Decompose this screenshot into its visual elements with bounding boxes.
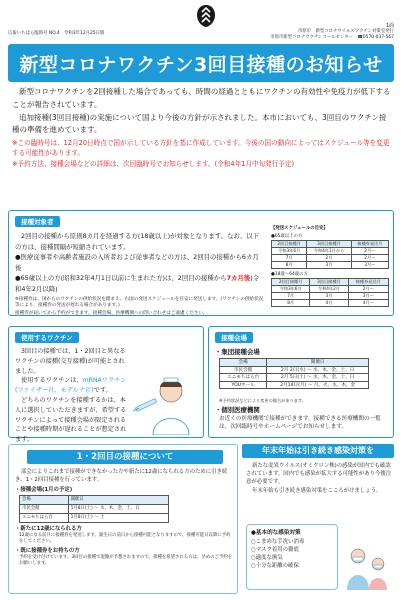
schedule-table-65plus: 2回目接種月 3回目接種月 接種券発送月 令和3年6月 令和4年1月から 2月～ 7月 2月 2月～ 8月 3月 3月～ <box>271 240 389 269</box>
page-number: 1面 <box>385 23 394 29</box>
venue-note: ※予約状況などにより変更の場合があります。 <box>219 398 306 403</box>
section-title: 1・2回目の接種について <box>27 450 223 464</box>
list-item: ○適度な換気 <box>251 555 283 561</box>
list-item: ○十分な距離の確保 <box>251 563 299 569</box>
vaccine-text: 3回目の接種では、1・2回目と異なるワクチンの接種(交互接種)が可能とされました。 使用するワクチンは、mRNAワクチン(ファイザー社、モデルナ社)です。 どちらのワクチンを接種するかは、本人に選択していただきますが、希望するワクチンによって接種会場が限定されることや接種時期が遅れることが想定されます。 <box>15 348 127 444</box>
section-tag: 接種会場 <box>215 332 253 343</box>
table-row: 8月 4月 4月～ <box>272 300 389 307</box>
venue-section <box>208 326 394 438</box>
table-row: YOUホール 2月14日(月) ～ 月、火、水、木、金 <box>220 381 369 389</box>
section-title: 年末年始は引き続き感染対策を <box>242 444 394 458</box>
family-illustration-icon <box>342 540 392 590</box>
list-item: ○マスク着用の徹底 <box>251 547 299 553</box>
table-row: 7月 2月 2月～ <box>272 255 389 262</box>
venue-table: 会場 開催日 市民会館 2月 2日(水) ～ 水、木、金、土、日 ユニモちはら台 2月 5日(土) ～ 水、木、金、土、日 YOUホール 2月14日(月) ～ 月、火、水、木、金 <box>219 358 369 389</box>
list-item: ○こまめな手洗い消毒 <box>251 539 305 545</box>
clinic-text: お近くの医療機関で接種ができます。接種できる医療機関の一覧は、次回臨時号やホームページでお知らせします。 <box>219 416 381 430</box>
page-header <box>6 2 396 42</box>
table-row: 市民会館 2月 2日(水) ～ 水、木、金、土、日 <box>220 366 369 374</box>
year-end-section <box>242 444 394 594</box>
group-venue-heading: ・集団接種会場 <box>215 348 260 356</box>
table-row: 市民会館 1月8日(土) ～ 水、木、金、土、日 <box>20 505 169 514</box>
page-title: 新型コロナワクチン3回目接種のお知らせ <box>19 53 383 76</box>
year-end-text: 新たな変異ウイルス(オミクロン株)の感染が国内でも確認されています。国内でも感染が拡大する可能性があり今後注意が必要です。 年末年始も引き続き感染対策をこころがけましょう。 <box>246 463 392 494</box>
page-title-banner <box>8 44 394 82</box>
dose-text: 部会によりこれまで接種ができなかった方や新たに12歳になられる方のために引き続き、1・2回目接種を行っています。 ・接種会場(1月の予定) 会場 開催日 市民会館 1月8日(土) ～ 水、木、金、土、日 ユニモちはら台 1月8日(土) ～ 土 ・新たに12歳になられる方 12歳になる前月に接種券を発送します。誕生日の前日から接種可能となりますので、接種可能日以降に予約をしてください。 ・既に接種券をお持ちの方 予約を受け付けています。3回目の接種で混雑が予想されますので、接種を希望される方は、早めのご予約をお願いします。 <box>15 469 233 566</box>
section-tag: 使用するワクチン <box>15 332 79 343</box>
table-row: 令和3年6月 令和4年1月から 2月～ <box>272 248 389 255</box>
clinic-heading: ・個別医療機関 <box>215 406 260 414</box>
intro-notes: ※この臨時号は、12月20日時点で国が示している方針を基に作成しています。今後の国の動向によってはスケジュール等を変更する可能性があります。 ※予約方法、接種会場などの詳細は、次回臨時号でお知らせします。(令和4年1月中旬発行予定) <box>12 139 390 168</box>
table-row: 8月 3月 3月～ <box>272 262 389 269</box>
vaccine-section <box>8 326 204 444</box>
intro-paragraph: 追加接種(3回目接種)の実施について国より今後の方針が示されました。本市においても、3回目のワクチン接種の準備を進めています。 <box>12 112 387 135</box>
intro-paragraph: 新型コロナワクチンを2回接種した場合であっても、時間の経過とともにワクチンの有効性や免疫力が低下することが報告されています。 <box>12 87 391 109</box>
mailing-schedule: 【発送スケジュールの目安】 ●65歳以上の方 2回目接種月 3回目接種月 接種券発送月 令和3年6月 令和4年1月から 2月～ 7月 2月 2月～ 8月 3月 3月～ ●18歳～64歳の方 2回目接種月 3回目接種月 接種券発送月 令和3年6月 令和4年2月 2月～ 7月 3月 3月～ 8月 4月 4月～ <box>271 225 389 307</box>
bulletin-issue: 広報いちはら臨時号 NO.4 令和3年12月25日版 <box>8 31 105 36</box>
basic-measures-box: ●基本的な感染対策 ○こまめな手洗い消毒 ○マスク着用の徹底 ○適度な換気 ○十分な距離の確保 <box>246 524 338 590</box>
first-second-dose-section <box>8 444 238 594</box>
intro-section <box>12 86 392 169</box>
eligible-section <box>8 210 394 316</box>
table-row: ユニモちはら台 2月 5日(土) ～ 水、木、金、土、日 <box>220 374 369 382</box>
table-row: ユニモちはら台 1月8日(土) ～ 土 <box>20 514 169 523</box>
issuer-info: 市原市 新型コロナウイルスワクチン対策室発行 市原市新型コロナワクチンコールセンター ☎0570-037-567 <box>270 29 394 40</box>
eligible-text: 2回目の接種から原則8カ月を経過する方(18歳以上)が対象となります。なお、以下の方は、接種間隔が短縮されています。 ●医療従事者や高齢者施設の入所者および従事者などの方は、2回目の接種から6カ月後 ●65歳以上の方(昭和32年4月1日以前に生まれた方)は、2回目の接種から7カ月後(令和4年2月以降) ※接種券は、国からのワクチンの供給状況を踏まえ、右図の発送スケジュールを目安に発送します。(ワクチンの供給状況等により、接種券の発送が遅れる場合があります。) 接種券が届いてから予約ができます。接種会場、医療機関への問い合わせはご遠慮ください。 <box>15 232 264 317</box>
nurse-illustration-icon <box>131 373 199 435</box>
table-row: 7月 3月 3月～ <box>272 293 389 300</box>
city-emblem-icon <box>196 4 216 28</box>
dose-venue-table: 会場 開催日 市民会館 1月8日(土) ～ 水、木、金、土、日 ユニモちはら台 1月8日(土) ～ 土 <box>19 495 169 523</box>
schedule-table-18to64: 2回目接種月 3回目接種月 接種券発送月 令和3年6月 令和4年2月 2月～ 7月 3月 3月～ 8月 4月 4月～ <box>271 278 389 307</box>
table-row: 令和3年6月 令和4年2月 2月～ <box>272 286 389 293</box>
section-tag: 接種対象者 <box>15 216 60 227</box>
